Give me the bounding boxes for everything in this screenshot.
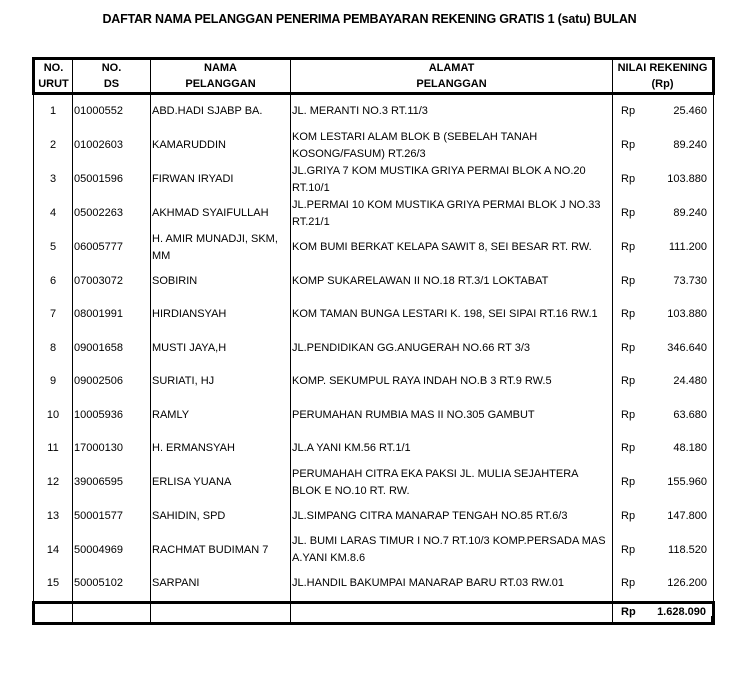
cell-nilai	[613, 129, 714, 163]
cell-nama: H. ERMANSYAH	[151, 432, 291, 466]
cell-no-ds: 08001991	[73, 298, 151, 332]
cell-nama: ERLISA YUANA	[151, 466, 291, 500]
cell-nama: RACHMAT BUDIMAN 7	[151, 533, 291, 567]
border-stub-left	[32, 616, 33, 624]
cell-no-ds: 05002263	[73, 197, 151, 231]
cell-no-urut: 9	[34, 365, 73, 399]
cell-no-urut: 4	[34, 197, 73, 231]
table-row	[34, 298, 714, 332]
cell-alamat: KOMP. SEKUMPUL RAYA INDAH NO.B 3 RT.9 RW.5	[291, 365, 613, 399]
table-row	[34, 365, 714, 399]
cell-no-ds: 17000130	[73, 432, 151, 466]
currency-label: Rp	[621, 274, 636, 287]
cell-alamat: JL.HANDIL BAKUMPAI MANARAP BARU RT.03 RW.01	[291, 567, 613, 602]
cell-nama: MUSTI JAYA,H	[151, 332, 291, 366]
amount: 103.880	[667, 173, 707, 185]
header-alamat	[291, 59, 613, 94]
amount: 155.960	[667, 476, 707, 488]
total-value-cell	[613, 602, 714, 623]
cell-nilai	[613, 197, 714, 231]
currency-label: Rp	[621, 341, 636, 354]
cell-nama: HIRDIANSYAH	[151, 298, 291, 332]
header-label: NILAI REKENING	[617, 62, 708, 74]
cell-alamat: KOM BUMI BERKAT KELAPA SAWIT 8, SEI BESAR RT. RW.	[291, 231, 613, 265]
cell-nilai	[613, 399, 714, 433]
cell-alamat: JL. BUMI LARAS TIMUR I NO.7 RT.10/3 KOMP.PERSADA MAS A.YANI KM.8.6	[291, 533, 613, 567]
header-label: NAMA	[204, 62, 237, 74]
table-row	[34, 94, 714, 129]
cell-no-urut: 5	[34, 231, 73, 265]
table-row	[34, 466, 714, 500]
currency-label: Rp	[621, 241, 636, 253]
currency-label: Rp	[621, 375, 636, 388]
cell-nama: H. AMIR MUNADJI, SKM, MM	[151, 231, 291, 265]
cell-no-ds: 50005102	[73, 567, 151, 602]
customer-table	[32, 57, 715, 625]
header-label: PELANGGAN	[416, 78, 487, 90]
header-label: PELANGGAN	[185, 78, 256, 90]
cell-no-urut: 7	[34, 298, 73, 332]
border-stub-right	[711, 616, 712, 624]
total-currency: Rp	[621, 606, 636, 618]
table-row	[34, 533, 714, 567]
amount: 103.880	[667, 308, 707, 321]
cell-alamat: PERUMAHAH CITRA EKA PAKSI JL. MULIA SEJAHTERA BLOK E NO.10 RT. RW.	[291, 466, 613, 500]
cell-no-ds: 05001596	[73, 163, 151, 197]
cell-no-ds: 01000552	[73, 94, 151, 129]
table-row	[34, 129, 714, 163]
cell-alamat: JL.SIMPANG CITRA MANARAP TENGAH NO.85 RT.6/3	[291, 500, 613, 534]
total-cell-empty	[34, 602, 73, 623]
table-row	[34, 163, 714, 197]
cell-no-ds: 09002506	[73, 365, 151, 399]
cell-no-ds: 06005777	[73, 231, 151, 265]
currency-label: Rp	[621, 207, 636, 219]
header-label: ALAMAT	[428, 62, 475, 74]
amount: 89.240	[673, 207, 707, 219]
cell-alamat: JL.PERMAI 10 KOM MUSTIKA GRIYA PERMAI BLOK J NO.33 RT.21/1	[291, 197, 613, 231]
amount: 24.480	[673, 375, 707, 388]
currency-label: Rp	[621, 543, 636, 556]
cell-alamat: JL.GRIYA 7 KOM MUSTIKA GRIYA PERMAI BLOK A NO.20 RT.10/1	[291, 163, 613, 197]
table-row	[34, 500, 714, 534]
cell-alamat: JL. MERANTI NO.3 RT.11/3	[291, 94, 613, 129]
cell-nilai	[613, 500, 714, 534]
cell-no-urut: 1	[34, 94, 73, 129]
amount: 73.730	[673, 274, 707, 287]
cell-nama: SOBIRIN	[151, 265, 291, 299]
cell-nama: RAMLY	[151, 399, 291, 433]
cell-no-ds: 07003072	[73, 265, 151, 299]
header-label: NO.	[43, 62, 64, 74]
cell-nilai	[613, 298, 714, 332]
cell-nilai	[613, 265, 714, 299]
cell-nilai	[613, 533, 714, 567]
currency-label: Rp	[621, 408, 636, 421]
header-label: URUT	[38, 78, 69, 90]
total-cell-empty	[73, 602, 151, 623]
table-row	[34, 399, 714, 433]
total-cell-empty	[151, 602, 291, 623]
cell-nama: SURIATI, HJ	[151, 365, 291, 399]
cell-nilai	[613, 332, 714, 366]
cell-no-ds: 50001577	[73, 500, 151, 534]
currency-label: Rp	[621, 105, 636, 118]
cell-alamat: PERUMAHAN RUMBIA MAS II NO.305 GAMBUT	[291, 399, 613, 433]
cell-alamat: KOMP SUKARELAWAN II NO.18 RT.3/1 LOKTABAT	[291, 265, 613, 299]
amount: 346.640	[667, 341, 707, 354]
currency-label: Rp	[621, 139, 636, 151]
header-label: DS	[103, 78, 120, 90]
table-row	[34, 265, 714, 299]
cell-no-urut: 3	[34, 163, 73, 197]
amount: 25.460	[673, 105, 707, 118]
total-cell-empty	[291, 602, 613, 623]
cell-nama: FIRWAN IRYADI	[151, 163, 291, 197]
cell-nama: SAHIDIN, SPD	[151, 500, 291, 534]
cell-nama: KAMARUDDIN	[151, 129, 291, 163]
cell-no-ds: 10005936	[73, 399, 151, 433]
amount: 63.680	[673, 408, 707, 421]
cell-no-ds: 01002603	[73, 129, 151, 163]
cell-no-urut: 10	[34, 399, 73, 433]
currency-label: Rp	[621, 509, 636, 522]
cell-no-ds: 39006595	[73, 466, 151, 500]
cell-nilai	[613, 94, 714, 129]
amount: 147.800	[667, 509, 707, 522]
currency-label: Rp	[621, 308, 636, 321]
header-label: (Rp)	[651, 78, 674, 90]
cell-no-urut: 12	[34, 466, 73, 500]
cell-nilai	[613, 567, 714, 602]
cell-nilai	[613, 365, 714, 399]
cell-no-urut: 14	[34, 533, 73, 567]
header-no-ds	[73, 59, 151, 94]
cell-nama: ABD.HADI SJABP BA.	[151, 94, 291, 129]
table-row	[34, 567, 714, 602]
cell-nilai	[613, 231, 714, 265]
header-label: NO.	[101, 62, 122, 74]
cell-no-urut: 6	[34, 265, 73, 299]
cell-alamat: JL.PENDIDIKAN GG.ANUGERAH NO.66 RT 3/3	[291, 332, 613, 366]
cell-no-ds: 09001658	[73, 332, 151, 366]
currency-label: Rp	[621, 577, 636, 590]
total-amount: 1.628.090	[657, 606, 706, 618]
amount: 111.200	[668, 241, 707, 253]
document-title: DAFTAR NAMA PELANGGAN PENERIMA PEMBAYARAN REKENING GRATIS 1 (satu) BULAN	[102, 12, 637, 26]
table-row	[34, 432, 714, 466]
amount: 48.180	[673, 442, 707, 455]
cell-nilai	[613, 432, 714, 466]
cell-no-ds: 50004969	[73, 533, 151, 567]
cell-no-urut: 11	[34, 432, 73, 466]
cell-alamat: JL.A YANI KM.56 RT.1/1	[291, 432, 613, 466]
header-nama	[151, 59, 291, 94]
cell-nilai	[613, 466, 714, 500]
currency-label: Rp	[621, 476, 636, 488]
table-header-row	[34, 59, 714, 94]
amount: 89.240	[673, 139, 707, 151]
amount: 126.200	[667, 577, 707, 590]
cell-alamat: KOM TAMAN BUNGA LESTARI K. 198, SEI SIPAI RT.16 RW.1	[291, 298, 613, 332]
table-row	[34, 231, 714, 265]
cell-alamat: KOM LESTARI ALAM BLOK B (SEBELAH TANAH KOSONG/FASUM) RT.26/3	[291, 129, 613, 163]
cell-nama: AKHMAD SYAIFULLAH	[151, 197, 291, 231]
amount: 118.520	[668, 543, 707, 556]
table-row	[34, 332, 714, 366]
currency-label: Rp	[621, 442, 636, 455]
cell-no-urut: 15	[34, 567, 73, 602]
cell-no-urut: 13	[34, 500, 73, 534]
cell-nama: SARPANI	[151, 567, 291, 602]
currency-label: Rp	[621, 173, 636, 185]
total-row	[34, 602, 714, 623]
cell-nilai	[613, 163, 714, 197]
cell-no-urut: 2	[34, 129, 73, 163]
table-row	[34, 197, 714, 231]
cell-no-urut: 8	[34, 332, 73, 366]
header-no-urut	[34, 59, 73, 94]
header-nilai	[613, 59, 714, 94]
